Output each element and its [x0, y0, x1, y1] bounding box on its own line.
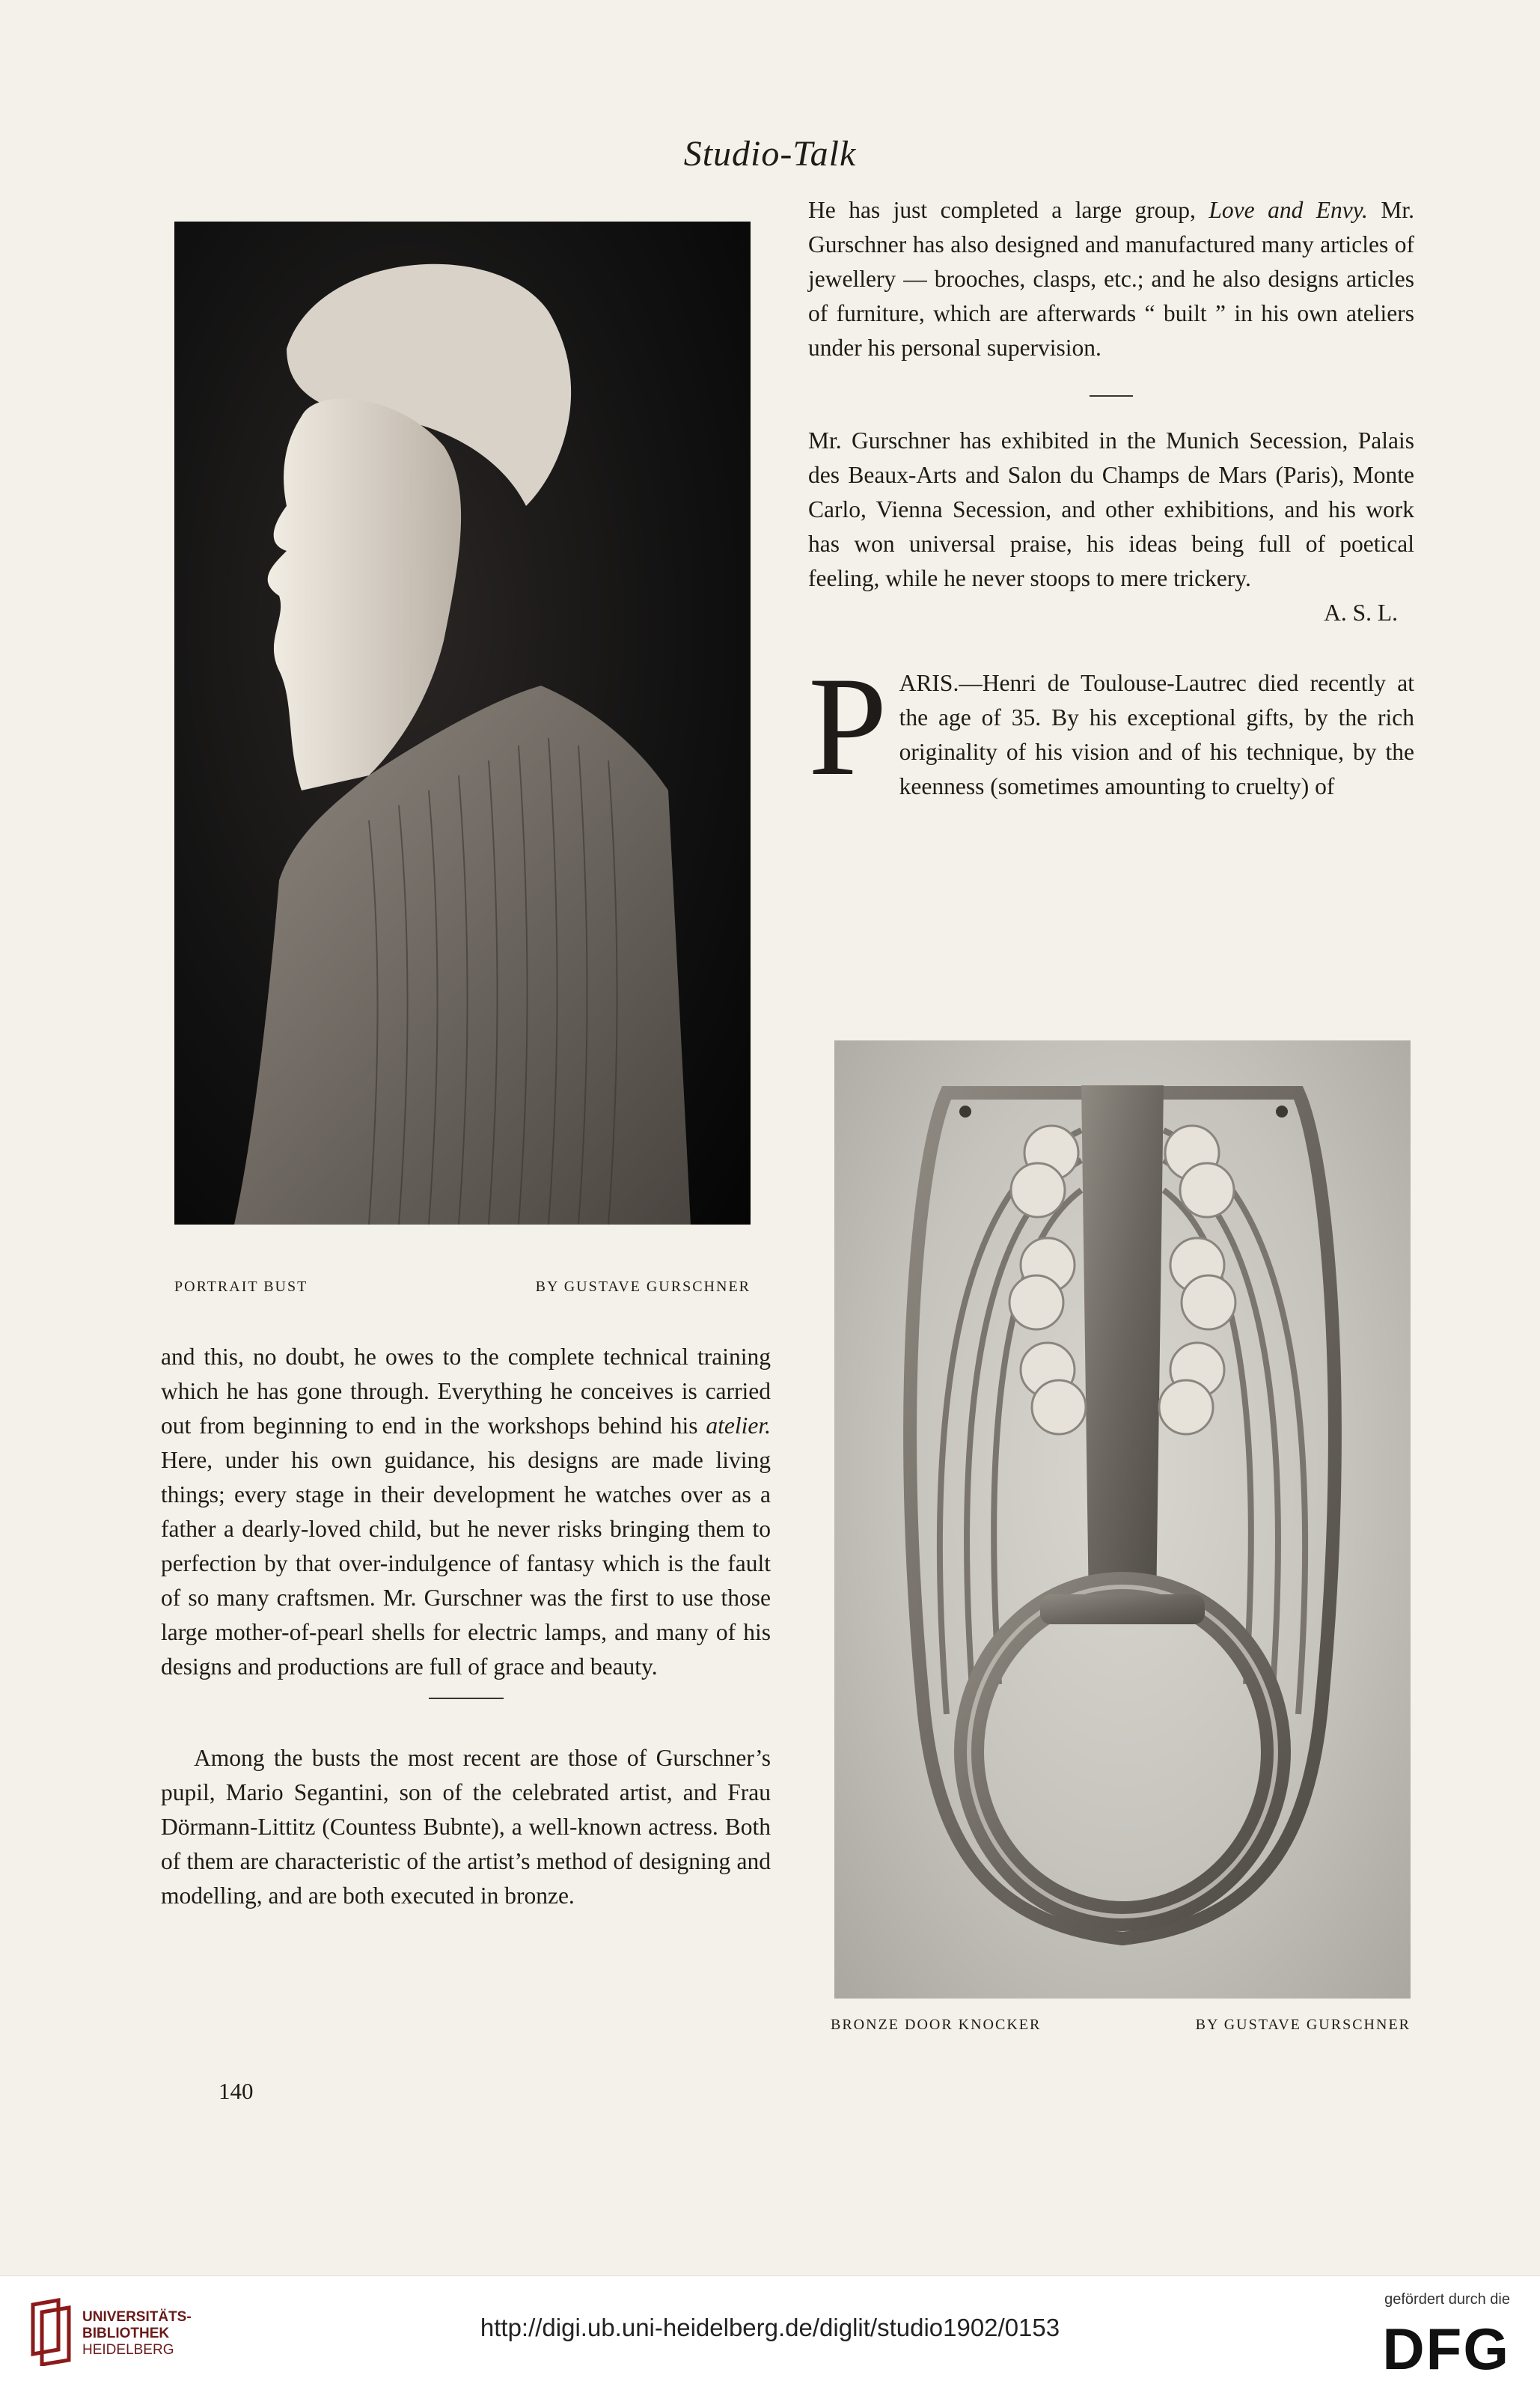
paragraph-technical-training — [161, 1340, 771, 1684]
section-divider — [1090, 395, 1133, 397]
artwork-title: Love and Envy. — [1209, 197, 1368, 223]
library-name-line: HEIDELBERG — [82, 2342, 174, 2358]
digitization-footer — [0, 2275, 1540, 2387]
page-header-title: Studio-Talk — [683, 134, 857, 174]
door-knocker-photo — [834, 1040, 1411, 1999]
paragraph-text: Mr. Gurschner has also designed and manufactured many articles of jewellery — brooches, clasps, etc.; and he also designs articles of furniture, which are afterwards “ built ” in his own ateliers under his personal supervision. — [808, 197, 1414, 361]
paragraph-text: He has just completed a large group, — [808, 197, 1209, 223]
page-number: 140 — [219, 2078, 254, 2104]
funding-note: gefördert durch die — [1384, 2291, 1510, 2308]
bust-caption-artist: BY GUSTAVE GURSCHNER — [535, 1278, 751, 1295]
bust-illustration — [174, 222, 751, 1225]
signature: A. S. L. — [1324, 600, 1398, 626]
left-column — [161, 1340, 771, 1913]
paragraph-exhibitions: Mr. Gurschner has exhibited in the Munich Secession, Palais des Beaux-Arts and Salon du Champs de Mars (Paris), Monte Carlo, Vienna Secession, and other exhibitions, and his work has won universal praise, his ideas being full of poetical feeling, while he never stoops to mere trickery. — [808, 427, 1414, 591]
knocker-caption — [831, 2016, 1411, 2034]
paragraph-text: and this, no doubt, he owes to the complete technical training which he has gone through. Everything he conceives is carried out from beginning to end in the workshops behind his — [161, 1344, 771, 1439]
knocker-illustration — [834, 1040, 1411, 1999]
library-name-line: UNIVERSITÄTS- — [82, 2309, 192, 2325]
paragraph-love-and-envy — [808, 193, 1414, 365]
right-column — [808, 193, 1414, 804]
drop-cap: P — [808, 648, 887, 805]
source-url-link[interactable]: http://digi.ub.uni-heidelberg.de/diglit/studio1902/0153 — [480, 2314, 1060, 2341]
knocker-caption-artist: BY GUSTAVE GURSCHNER — [1195, 2016, 1411, 2033]
paragraph-recent-busts: Among the busts the most recent are those of Gurschner’s pupil, Mario Segantini, son of the celebrated artist, and Frau Dörmann-Littitz (Countess Bubnte), a well-known actress. Both of them are characteristic of the artist’s method of designing and modelling, and are both executed in bronze. — [161, 1745, 771, 1909]
paragraph-toulouse-lautrec — [808, 648, 1414, 805]
section-divider — [429, 1698, 504, 1699]
bust-caption-title: PORTRAIT BUST — [174, 1278, 308, 1295]
paragraph-text: Here, under his own guidance, his designs are made living things; every stage in their development he watches over as a father a dearly-loved child, but he never risks bringing them to perfection by that over-indulgence of fantasy which is the fault of so many craftsmen. Mr. Gurschner was the first to use those large mother-of-pearl shells for electric lamps, and many of his designs and productions are full of grace and beauty. — [161, 1447, 771, 1680]
knocker-caption-title: BRONZE DOOR KNOCKER — [831, 2016, 1042, 2033]
library-name-line: BIBLIOTHEK — [82, 2326, 170, 2341]
italic-word: atelier. — [706, 1412, 771, 1439]
dfg-logo: DFG — [1382, 2316, 1510, 2382]
paragraph-text: ARIS.—Henri de Toulouse-Lautrec died recently at the age of 35. By his exceptional gifts, by the rich originality of his vision and of his technique, by the keenness (sometimes amounting to cruelty) of — [899, 670, 1414, 799]
portrait-bust-photo — [174, 222, 751, 1225]
bust-caption — [174, 1278, 751, 1296]
